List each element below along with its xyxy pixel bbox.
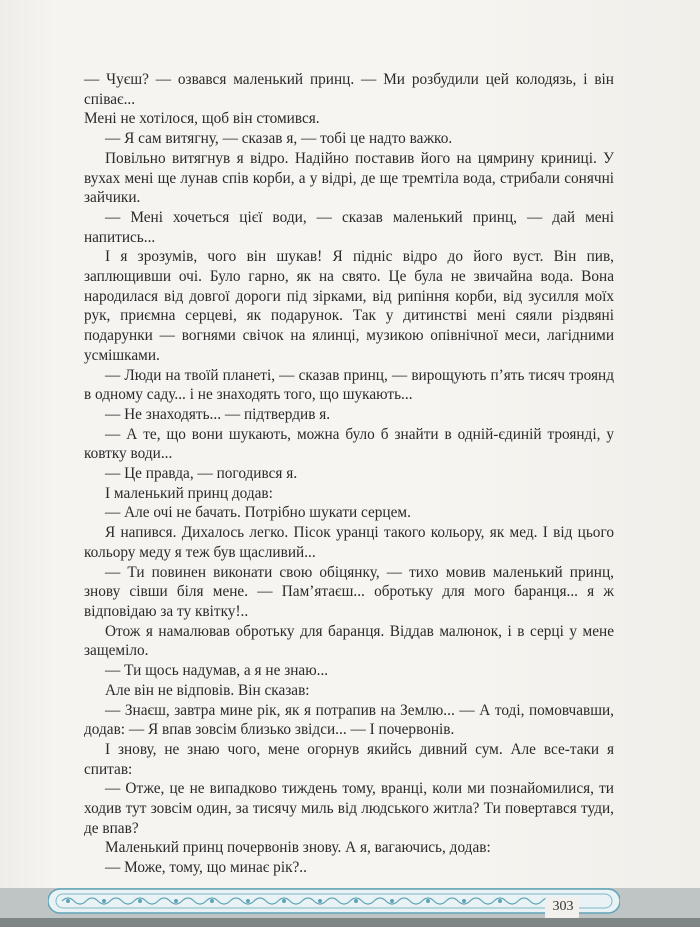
paragraph-1: — Чуєш? — озвався маленький принц. — Ми розбудили цей колодязь, і він співає... [84, 71, 614, 108]
page-text [84, 70, 614, 878]
paragraph-10: — Це правда, — погодився я. [105, 465, 298, 483]
paragraph-9: — А те, що вони шукають, можна було б знайти в одній-єдиній троянді, у ковтку води... [84, 425, 614, 463]
ornament-border-icon [48, 886, 620, 916]
paragraph-6: І я зрозумів, чого він шукав! Я підніс відро до його вуст. Він пив, заплющивши очі. Було гарно, як на свято. Це була не звичайна вода. Вона народилася від довгої дороги під зірками, від рипіння корби, від зусилля моїх рук, приємна серцеві, як подарунок. Так у дитинстві мені сяяли різдвяні подарунки — вогнями свічок на ялинці, музикою опівнічної меси, лагідними усмішками. [84, 248, 614, 364]
paragraph-3: — Я сам витягну, — сказав я, — тобі це надто важко. [105, 130, 453, 148]
paragraph-20: — Отже, це не випадково тиждень тому, вранці, коли ми познайомилися, ти ходив тут зовсім один, за тисячу миль від людського житла? Ти повертався туди, де впав? [84, 780, 614, 837]
paragraph-15: Отож я намалював обротьку для баранця. Віддав малюнок, і в серці у мене защеміло. [84, 622, 614, 660]
paragraph-11: І маленький принц додав: [105, 484, 273, 502]
paragraph-13: Я напився. Дихалось легко. Пісок уранці такого кольору, як мед. І від цього кольору меду я теж був щасливий... [84, 524, 614, 561]
paragraph-14: — Ти повинен виконати свою обіцянку, — тихо мовив маленький принц, знову сівши біля мене. — Пам’ятаєш... обротьку для мого баранця... я ж відповідаю за ту квітку!.. [84, 563, 614, 620]
paragraph-22: — Може, тому, що минає рік?.. [105, 859, 307, 877]
paragraph-4: Повільно витягнув я відро. Надійно поставив його на цямрину криниці. У вухах мені ще лунав спів корби, а у відрі, де ще тремтіла вода, стрибали сонячні зайчики. [84, 149, 614, 207]
paragraph-16: — Ти щось надумав, а я не знаю... [105, 662, 329, 680]
paragraph-2: Мені не хотілося, щоб він стомився. [84, 110, 320, 128]
paragraph-12: — Але очі не бачать. Потрібно шукати серцем. [105, 504, 411, 522]
page-number: 303 [552, 899, 574, 914]
paragraph-7: — Люди на твоїй планеті, — сказав принц, — вирощують п’ять тисяч троянд в одному саду... і не знаходять того, що шукають... [84, 366, 614, 404]
bottom-strip [0, 918, 700, 927]
paragraph-17: Але він не відповів. Він сказав: [105, 681, 310, 699]
paragraph-21: Маленький принц почервонів знову. А я, вагаючись, додав: [105, 839, 491, 857]
paragraph-19: І знову, не знаю чого, мене огорнув якийсь дивний сум. Але все-таки я спитав: [84, 740, 614, 778]
paragraph-18: — Знаєш, завтра мине рік, як я потрапив на Землю... — А тоді, помовчавши, додав: — Я впав зовсім близько звідси... — І почервонів. [84, 701, 614, 739]
paragraph-8: — Не знаходять... — підтвердив я. [105, 405, 331, 423]
paragraph-5: — Мені хочеться цієї води, — сказав маленький принц, — дай мені напитись... [84, 208, 614, 246]
